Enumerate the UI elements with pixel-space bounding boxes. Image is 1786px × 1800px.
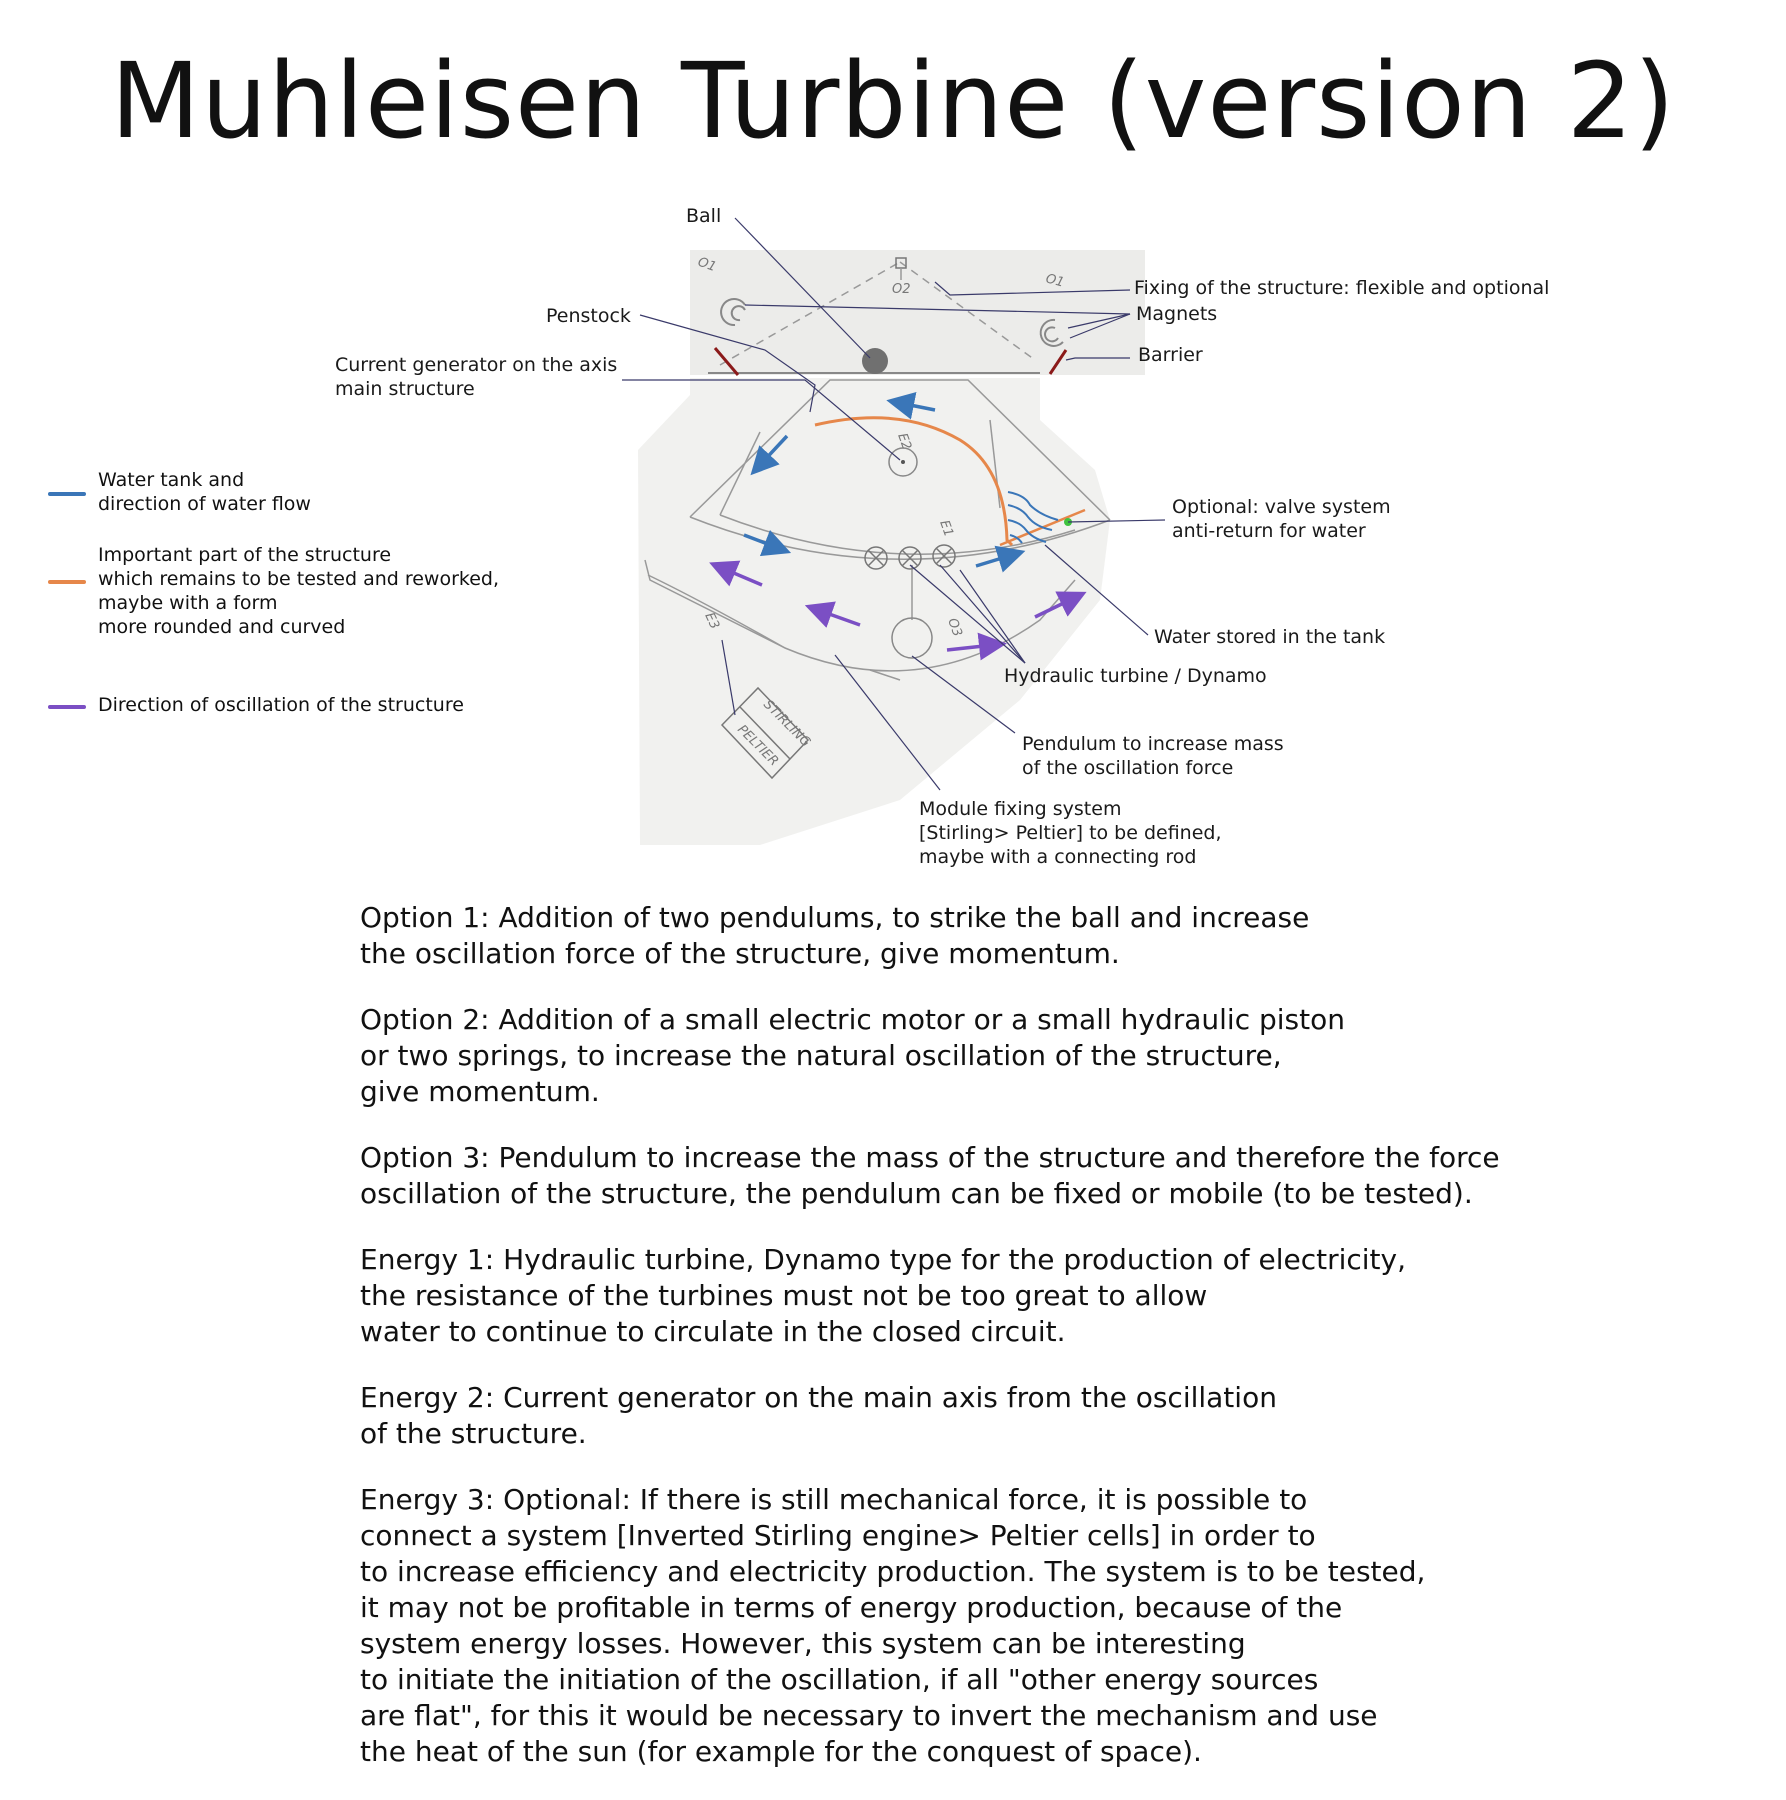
label-module-3: maybe with a connecting rod [919, 846, 1197, 868]
label-barrier: Barrier [1138, 344, 1203, 366]
option-1-paragraph: Option 1: Addition of two pendulums, to strike the ball and increase the oscillation force of the structure, give momentum. [360, 901, 1310, 970]
label-valve-2: anti-return for water [1172, 520, 1366, 542]
sketch-paper [638, 250, 1145, 845]
label-current-generator-2: main structure [335, 378, 475, 400]
label-fixing: Fixing of the structure: flexible and optional [1134, 277, 1550, 299]
label-valve-1: Optional: valve system [1172, 496, 1391, 518]
option-2-paragraph: Option 2: Addition of a small electric motor or a small hydraulic piston or two springs, to increase the natural oscillation of the structure, give momentum. [360, 1003, 1346, 1108]
option-3-paragraph: Option 3: Pendulum to increase the mass of the structure and therefore the force oscillation of the structure, the pendulum can be fixed or mobile (to be tested). [360, 1141, 1500, 1210]
purple-line-swatch [48, 705, 86, 709]
label-module-2: [Stirling> Peltier] to be defined, [919, 822, 1222, 844]
mark-peltier: PELTIER [734, 722, 782, 770]
energy-1-paragraph: Energy 1: Hydraulic turbine, Dynamo type for the production of electricity, the resistance of the turbines must not be too great to allow water to continue to circulate in the closed circuit. [360, 1243, 1407, 1348]
label-module-1: Module fixing system [919, 798, 1122, 820]
energy-3-paragraph: Energy 3: Optional: If there is still mechanical force, it is possible to connect a system [Inverted Stirling engine> Peltier cells] in order to to increase efficiency and electricity production. The system is to be tested, it may not be profitable in terms of energy production, because of the system energy losses. However, this system can be interesting to initiate the initiation of the oscillation, if all "other energy sources are flat", for this it would be necessary to invert the mechanism and use the heat of the sun (for example for the conquest of space). [360, 1483, 1426, 1768]
mark-e1: E1 [936, 518, 956, 539]
legend-water: Water tank and direction of water flow [98, 469, 311, 515]
blue-line-swatch [48, 492, 86, 496]
mark-e2: E2 [894, 431, 914, 452]
energy-2-paragraph: Energy 2: Current generator on the main axis from the oscillation of the structure. [360, 1381, 1277, 1450]
legend-oscillation: Direction of oscillation of the structure [98, 694, 464, 716]
label-ball: Ball [686, 205, 722, 227]
label-pendulum-1: Pendulum to increase mass [1022, 733, 1284, 755]
mark-o2: O2 [892, 282, 911, 297]
label-penstock: Penstock [546, 305, 631, 327]
legend-important: Important part of the structure which remains to be tested and reworked, maybe with a form more rounded and curved [98, 544, 500, 638]
label-magnets: Magnets [1136, 303, 1218, 325]
mark-o1-right: O1 [1043, 271, 1066, 291]
mark-o3: O3 [944, 616, 965, 639]
label-current-generator-1: Current generator on the axis [335, 354, 618, 376]
mark-stirling: STIRLING [760, 697, 814, 751]
label-hydraulic-turbine: Hydraulic turbine / Dynamo [1004, 665, 1267, 687]
ball [862, 348, 888, 374]
description-text [360, 900, 1660, 1800]
label-pendulum-2: of the oscillation force [1022, 757, 1234, 779]
orange-line-swatch [48, 580, 86, 584]
mark-o1-left: O1 [695, 254, 719, 276]
turbine-diagram [0, 0, 1786, 880]
page-title: Muhleisen Turbine (version 2) [110, 40, 1676, 162]
label-water-stored: Water stored in the tank [1154, 626, 1386, 648]
mark-e3: E3 [701, 610, 722, 632]
